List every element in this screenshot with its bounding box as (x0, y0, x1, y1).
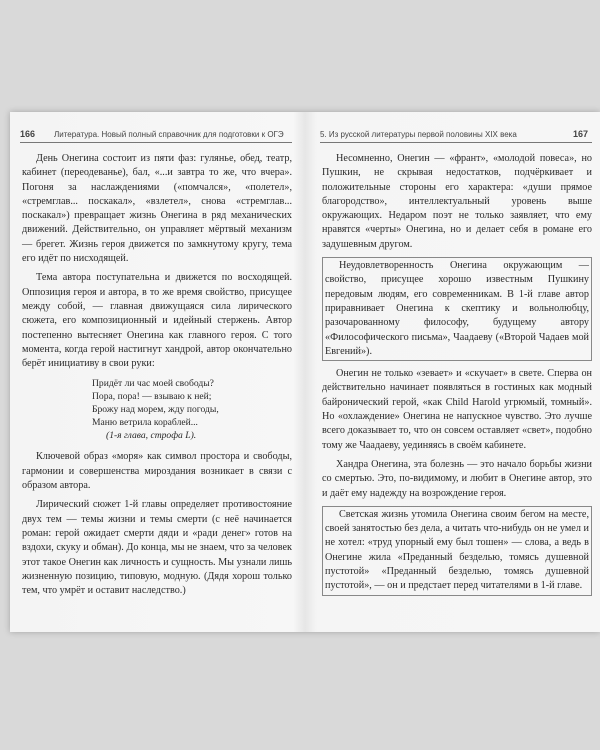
paragraph: Хандра Онегина, эта болезнь — это начало борьбы жизни со смертью. Это, по-видимому, и любит в Онегине автор, это и даёт ему надежду на возрождение героя. (322, 458, 592, 499)
paragraph: Ключевой образ «моря» как символ простора и свободы, гармонии и совершенства мироздания возникает в связи с образом автора. (22, 451, 292, 492)
page-number: 166 (20, 129, 36, 139)
verse-line: Брожу над морем, жду погоды, (92, 404, 219, 416)
right-page-header (320, 128, 592, 143)
verse-quote (92, 377, 292, 442)
paragraph: Онегин не только «зевает» и «скучает» в свете. Сперва он действительно начинает появляться в гостиных как модный байронический герой, «как Child Harold угрюмый, томный». Но «охлаждение» Онегина не напускное чувство. Это лучше всего доказывает то, что он совсем оставляет «свет», подобно тому же Чаадаеву, уединяясь в своём кабинете. (322, 368, 592, 451)
verse-line: Маню ветрила кораблей... (92, 417, 198, 429)
right-page (310, 112, 600, 632)
running-title: 5. Из русской литературы первой половины XIX века (320, 130, 517, 139)
boxed-paragraph: Неудовлетворенность Онегина окружающим — свойство, присущее хорошо известным Пушкину передовым людям, его современникам. В 1-й главе автор приравнивает Онегина к скептику и вольнолюбцу, разочарованному философу, будущему автору «Философического письма», Чаадаеву («Второй Чадаев мой Евгений»). (322, 257, 592, 361)
paragraph: Несомненно, Онегин — «франт», «молодой повеса», но Пушкин, не скрывая недостатков, подчёркивает и положительные стороны его характера: «души прямое благородство», интеллектуальный уровень выше окружающих. Недаром поэт не только заявляет, что ему нравятся «черты» Онегина, но и делает себя в романе его задушевным другом. (322, 153, 592, 250)
paragraph: Тема автора поступательна и движется по восходящей. Оппозиция героя и автора, в то же время свойство, присущее между собой, — главная движущаяся сила лирического сюжета, его композиционный и идейный стержень. Автор постепенно вытесняет Онегина как главного героя. С того момента, когда герой настигнут хандрой, автор окончательно берёт инициативу в свои руки: (22, 272, 292, 370)
left-page (10, 112, 300, 632)
verse-line: Пора, пора! — взываю к ней; (92, 391, 212, 403)
paragraph: День Онегина состоит из пяти фаз: гулянье, обед, театр, кабинет (переодеванье), бал, «...и завтра то же, что вчера». Погоня за наслаждениями («помчался», «полетел», «стремглав... поскакал», «взлетел», снова «стремглав... поскакал») превращает жизнь Онегина в ряд механических движений. Действительно, он управляет мёртвый механизм — брегет. Жизнь героя движется по замкнутому кругу, тема его идёт по нисходящей. (22, 153, 292, 265)
running-title: Литература. Новый полный справочник для подготовки к ОГЭ (54, 130, 284, 139)
left-page-body (22, 152, 292, 603)
verse-line: Придёт ли час моей свободы? (92, 378, 214, 390)
right-page-body (322, 152, 592, 602)
paragraph: Лирический сюжет 1-й главы определяет противостояние двух тем — темы жизни и темы смерти (с неё начинается роман: герой ожидает смерти дяди и «ради денег» готов на вздохи, скуку и обман). До конца, мы не знаем, что за человек этот такое Онегин как личность и сущность. Мы узнали лишь жизненную позицию, типовую, модную. (Дядя хорош только тем, что умрёт и оставит наследство.) (22, 499, 292, 597)
verse-source: (1-я глава, строфа L). (106, 430, 197, 442)
book-spread (10, 112, 600, 632)
left-page-header (20, 128, 292, 143)
boxed-paragraph: Светская жизнь утомила Онегина своим бегом на месте, своей занятостью без дела, а читать что-нибудь он не умел и не хотел: «труд упорный ему был тошен» — слова, а ведь в Онегине жила «Преданный безделью, томясь душевной пустотой» «Преданный безделью, томясь душевной пустотой», — он и предстает перед читателями в 1-й главе. (322, 506, 592, 596)
page-number: 167 (572, 129, 588, 139)
